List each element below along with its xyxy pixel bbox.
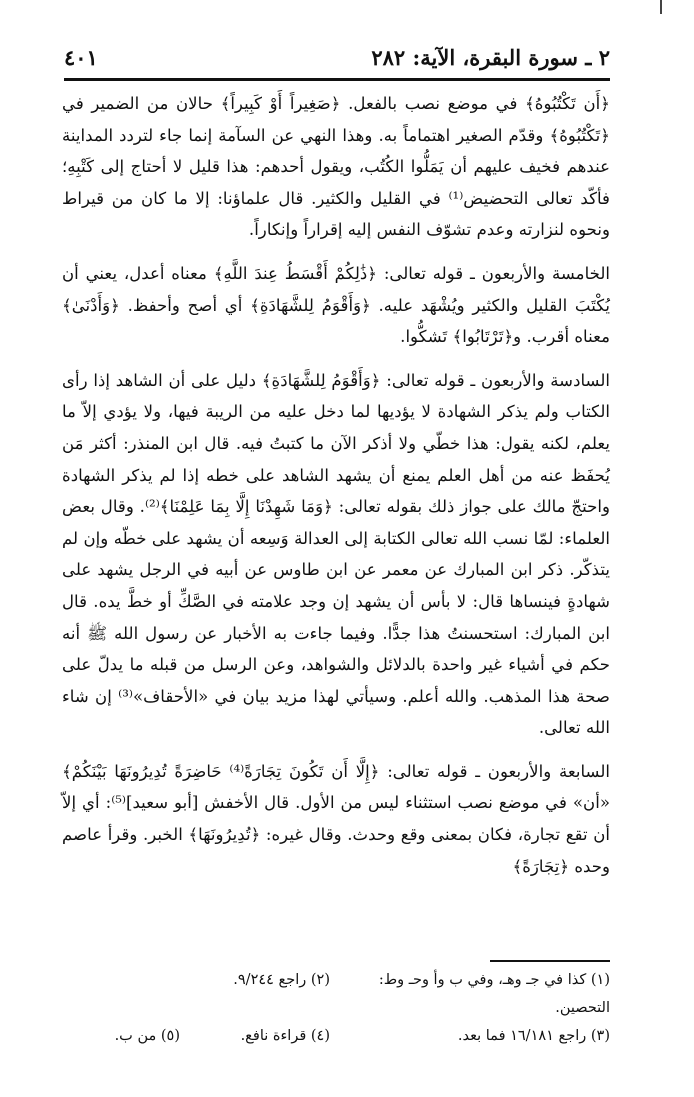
footnote-row [110, 966, 610, 1022]
footnote-rule [490, 960, 610, 962]
main-text [62, 88, 610, 894]
footnote-4: (٤) قراءة نافع. [240, 1028, 330, 1044]
page-number: ٤٠١ [64, 44, 98, 70]
paragraph: ﴿أَن تَكْتُبُوهُ﴾ في موضع نصب بالفعل. ﴿صَغِيراً أَوْ كَبِيراً﴾ حالان من الضمير في ﴿تَكْتُبُوهُ﴾ وقدّم الصغير اهتماماً به. وهذا النهي عن السآمة إنما جاء لتردد المداينة عندهم فخيف عليهم أن يَمَلُّوا الكُتُب، ويقول أحدهم: هذا قليل لا أحتاج إلى كَتْبِهِ؛ فأكّد تعالى التحضيض⁽¹⁾ في القليل والكثير. قال علماؤنا: إلا ما كان من قيراط ونحوه لنزارته وعدم تشوّف النفس إليه إقراراً وإنكاراً. [62, 94, 610, 240]
paragraph: السابعة والأربعون ـ قوله تعالى: ﴿إِلَّا أَن تَكُونَ تِجَارَةً⁽⁴⁾ حَاضِرَةً تُدِيرُونَهَا بَيْنَكُمْ﴾ «أن» في موضع نصب استثناء ليس من الأول. قال الأخفش [أبو سعيد]⁽⁵⁾: أي إلاّ أن تقع تجارة، فكان بمعنى وقع وحدث. وقال غيره: ﴿تُدِيرُونَهَا﴾ الخبر. وقرأ عاصم وحده ﴿تِجَارَةً﴾ [62, 761, 610, 876]
footnotes [110, 966, 610, 1050]
paragraph: السادسة والأربعون ـ قوله تعالى: ﴿وَأَقْوَمُ لِلشَّهَادَةِ﴾ دليل على أن الشاهد إذا رأى الكتاب ولم يذكر الشهادة لا يؤديها لما دخل عليه من الريبة فيها، ولا يؤدي إلاّ ما يعلم، لكنه يقول: هذا خطّي ولا أذكر الآن ما كتبتُ فيه. قال ابن المنذر: أكثر مَن يُحفَظ عنه من أهل العلم يمنع أن يشهد الشاهد على خطه إذا لم يذكر الشهادة واحتجّ مالك على جواز ذلك بقوله تعالى: ﴿وَمَا شَهِدْنَا إِلَّا بِمَا عَلِمْنَا﴾⁽²⁾. وقال بعض العلماء: لمّا نسب الله تعالى الكتابة إلى العدالة وَسِعه أن يشهد على خطّه وإن لم يتذكّر. ذكر ابن المبارك عن معمر عن ابن طاوس عن أبيه في الرجل يشهد على شهادةٍ فينساها قال: لا بأس أن يشهد إن وجد علامته في الصَّكِّ أو خطَّ يده. قال ابن المبارك: استحسنتُ هذا جدًّا. وفيما جاءت به الأخبار عن رسول الله ﷺ أنه حكم في أشياء غير واحدة بالدلائل والشواهد، وعن الرسل من قبله ما يدلّ على صحة هذا المذهب. والله أعلم. وسيأتي لهذا مزيد بيان في «الأحقاف»⁽³⁾ إن شاء الله تعالى. [62, 370, 610, 738]
footnote-2: (٢) راجع ٩/٢٤٤. [233, 972, 330, 988]
paragraph: الخامسة والأربعون ـ قوله تعالى: ﴿ذَٰلِكُمْ أَقْسَطُ عِندَ اللَّهِ﴾ معناه أعدل، يعني أن يُكْتَبَ القليل والكثير ويُشْهَد عليه. ﴿وَأَقْوَمُ لِلشَّهَادَةِ﴾ أي أصح وأحفظ. ﴿وَأَدْنَىٰ﴾ معناه أقرب. و﴿تَرْتَابُوا﴾ تَشكُّوا. [62, 263, 610, 347]
footnote-3: (٣) راجع ١٦/١٨١ فما بعد. [457, 1028, 610, 1044]
footnote-row [110, 1022, 610, 1050]
running-title: ٢ ـ سورة البقرة، الآية: ٢٨٢ [371, 44, 610, 70]
page-header [64, 40, 610, 74]
footnote-5: (٥) من ب. [114, 1028, 180, 1044]
footnote-1: (١) كذا في جـ وهـ، وفي ب وأ وحـ وط: التحصين. [378, 972, 610, 1016]
page-edge-mark [660, 0, 662, 14]
header-rule [64, 78, 610, 81]
